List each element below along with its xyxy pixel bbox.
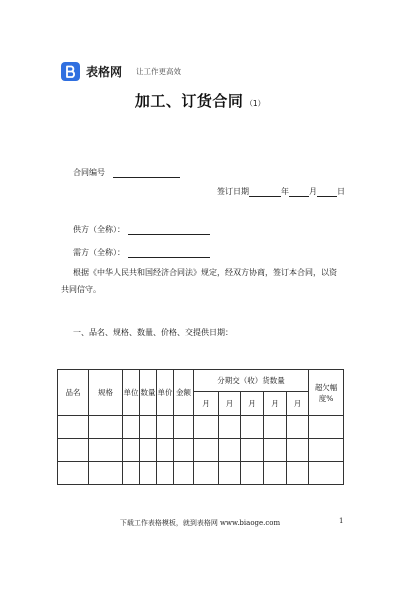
table-cell [58, 462, 89, 485]
table-cell [219, 462, 241, 485]
month-cell: 月 [287, 392, 309, 416]
month-label: 月 [309, 187, 317, 196]
month-blank [289, 187, 309, 197]
year-blank [249, 187, 281, 197]
contract-number-line [73, 167, 180, 178]
supplier-line [73, 224, 210, 235]
brand-header [61, 62, 181, 81]
table-cell [89, 462, 123, 485]
footer-text: 下载工作表格模板，就到表格网 www.biaoge.com [119, 519, 281, 527]
col-header-unit-price: 单价 [157, 370, 174, 416]
table-cell [287, 462, 309, 485]
table-cell [264, 439, 287, 462]
table-cell [309, 416, 344, 439]
buyer-label: 需方（全称）： [73, 248, 125, 257]
table-cell [123, 439, 140, 462]
table-cell [174, 439, 194, 462]
month-cell: 月 [219, 392, 241, 416]
table-cell [140, 416, 157, 439]
table-cell [123, 416, 140, 439]
table-cell [241, 462, 264, 485]
year-label: 年 [281, 187, 289, 196]
buyer-line [73, 247, 210, 258]
table-cell [264, 416, 287, 439]
table-cell [194, 462, 219, 485]
day-blank [317, 187, 337, 197]
supplier-blank [128, 225, 210, 235]
biaoge-logo-icon [61, 62, 80, 81]
sign-date-line [217, 186, 345, 197]
buyer-blank [128, 248, 210, 258]
table-cell [287, 439, 309, 462]
table-row [58, 462, 344, 485]
table-cell [140, 462, 157, 485]
table-row [58, 416, 344, 439]
title-sub: （1） [245, 99, 266, 108]
table-cell [309, 439, 344, 462]
col-header-unit: 单位 [123, 370, 140, 416]
brand-name: 表格网 [86, 65, 123, 79]
table-cell [140, 439, 157, 462]
brand-slogan: 让工作更高效 [136, 67, 182, 76]
table-cell [241, 439, 264, 462]
contract-number-label: 合同编号 [73, 168, 105, 177]
sign-date-label: 签订日期 [217, 187, 249, 196]
table-cell [89, 416, 123, 439]
section1-title: 一、品名、规格、数量、价格、交提供日期： [73, 328, 233, 337]
table-cell [287, 416, 309, 439]
table-cell [264, 462, 287, 485]
table-cell [89, 439, 123, 462]
month-cell: 月 [241, 392, 264, 416]
col-header-name: 品名 [58, 370, 89, 416]
table-cell [174, 462, 194, 485]
table-cell [157, 416, 174, 439]
table-cell [123, 462, 140, 485]
table-cell [309, 462, 344, 485]
month-cell: 月 [194, 392, 219, 416]
table-cell [174, 416, 194, 439]
table-cell [219, 416, 241, 439]
goods-table [57, 369, 344, 485]
page-number: 1 [339, 517, 344, 525]
table-cell [241, 416, 264, 439]
title-main: 加工、订货合同 [134, 92, 244, 110]
col-header-quantity: 数量 [140, 370, 157, 416]
table-cell [157, 462, 174, 485]
day-label: 日 [337, 187, 345, 196]
table-cell [157, 439, 174, 462]
table-cell [194, 439, 219, 462]
supplier-label: 供方（全称）： [73, 225, 125, 234]
table-cell [58, 439, 89, 462]
document-title [0, 90, 400, 111]
col-header-shortage: 超欠幅度% [309, 370, 344, 416]
table-cell [219, 439, 241, 462]
table-header-row [58, 370, 344, 392]
col-header-spec: 规格 [89, 370, 123, 416]
table-row [58, 439, 344, 462]
table-cell [58, 416, 89, 439]
col-header-delivery: 分期交（收）货数量 [194, 370, 309, 392]
table-cell [194, 416, 219, 439]
intro-paragraph: 根据《中华人民共和国经济合同法》规定，经双方协商，签订本合同，以资共同信守。 [61, 268, 337, 294]
col-header-amount: 金额 [174, 370, 194, 416]
month-cell: 月 [264, 392, 287, 416]
contract-number-blank [113, 168, 180, 178]
